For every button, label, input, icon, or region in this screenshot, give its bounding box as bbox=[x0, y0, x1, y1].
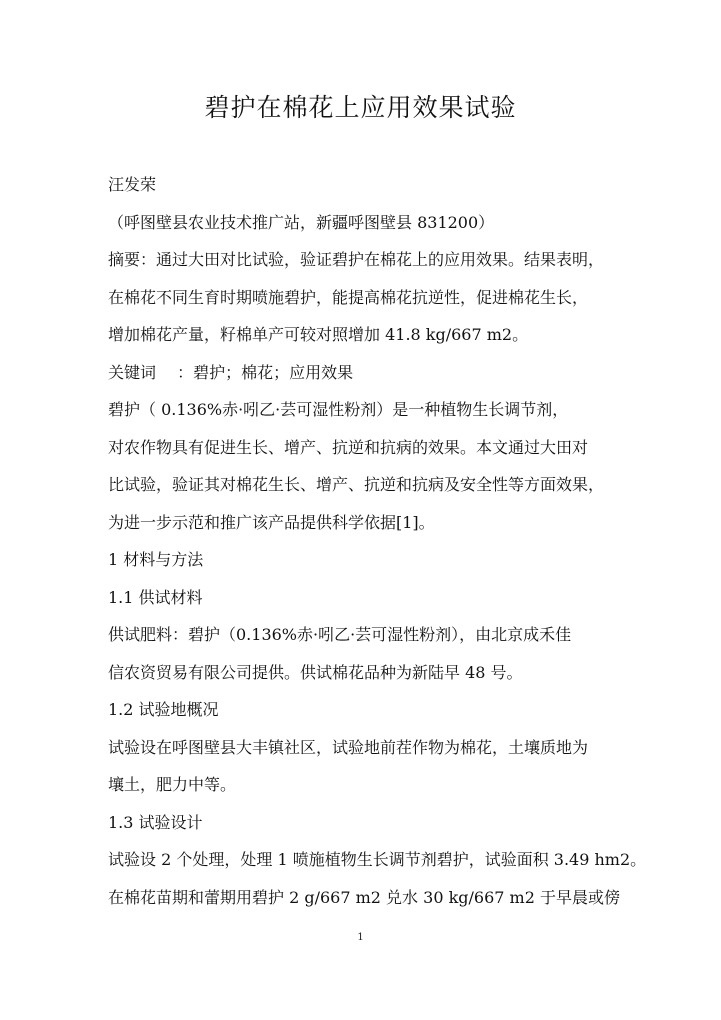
document-body bbox=[108, 171, 647, 921]
paragraph-line: 信农资贸易有限公司提供。供试棉花品种为新陆早 48 号。 bbox=[108, 662, 523, 682]
paragraph-line: 试验设 2 个处理，处理 1 喷施植物生长调节剂碧护，试验面积 3.49 hm2。 bbox=[108, 850, 647, 869]
keywords: 关键词 ：碧护；棉花；应用效果 bbox=[108, 362, 354, 382]
author-name: 汪发荣 bbox=[108, 175, 157, 194]
page-number: 1 bbox=[357, 932, 364, 943]
subsection-heading: 1.2 试验地概况 bbox=[108, 700, 219, 719]
paragraph-line: 试验设在呼图壁县大丰镇社区，试验地前茬作物为棉花，土壤质地为 bbox=[108, 737, 589, 757]
paragraph-line: 供试肥料：碧护（0.136%赤·吲乙·芸可湿性粉剂），由北京成禾佳 bbox=[108, 625, 572, 644]
abstract-line: 增加棉花产量，籽棉单产可较对照增加 41.8 kg/667 m2。 bbox=[108, 325, 529, 344]
subsection-heading: 1.3 试验设计 bbox=[108, 812, 203, 832]
intro-line: 对农作物具有促进生长、增产、抗逆和抗病的效果。本文通过大田对 bbox=[108, 437, 589, 457]
author-affiliation: （呼图壁县农业技术推广站，新疆呼图壁县 831200） bbox=[108, 212, 495, 232]
abstract-line: 在棉花不同生育时期喷施碧护，能提高棉花抗逆性，促进棉花生长， bbox=[108, 287, 589, 307]
section-heading: 1 材料与方法 bbox=[108, 550, 204, 569]
intro-line: 碧护（ 0.136%赤·吲乙·芸可湿性粉剂）是一种植物生长调节剂， bbox=[108, 400, 569, 419]
subsection-heading: 1.1 供试材料 bbox=[108, 587, 203, 607]
paragraph-line: 壤土，肥力中等。 bbox=[108, 775, 237, 794]
intro-line: 比试验，验证其对棉花生长、增产、抗逆和抗病及安全性等方面效果， bbox=[108, 475, 605, 494]
intro-line: 为进一步示范和推广该产品提供科学依据[1]。 bbox=[108, 512, 435, 532]
paragraph-line: 在棉花苗期和蕾期用碧护 2 g/667 m2 兑水 30 kg/667 m2 于早晨或傍 bbox=[108, 887, 620, 907]
document-title: 碧护在棉花上应用效果试验 bbox=[204, 93, 517, 122]
abstract-line: 摘要：通过大田对比试验，验证碧护在棉花上的应用效果。结果表明， bbox=[108, 250, 605, 269]
